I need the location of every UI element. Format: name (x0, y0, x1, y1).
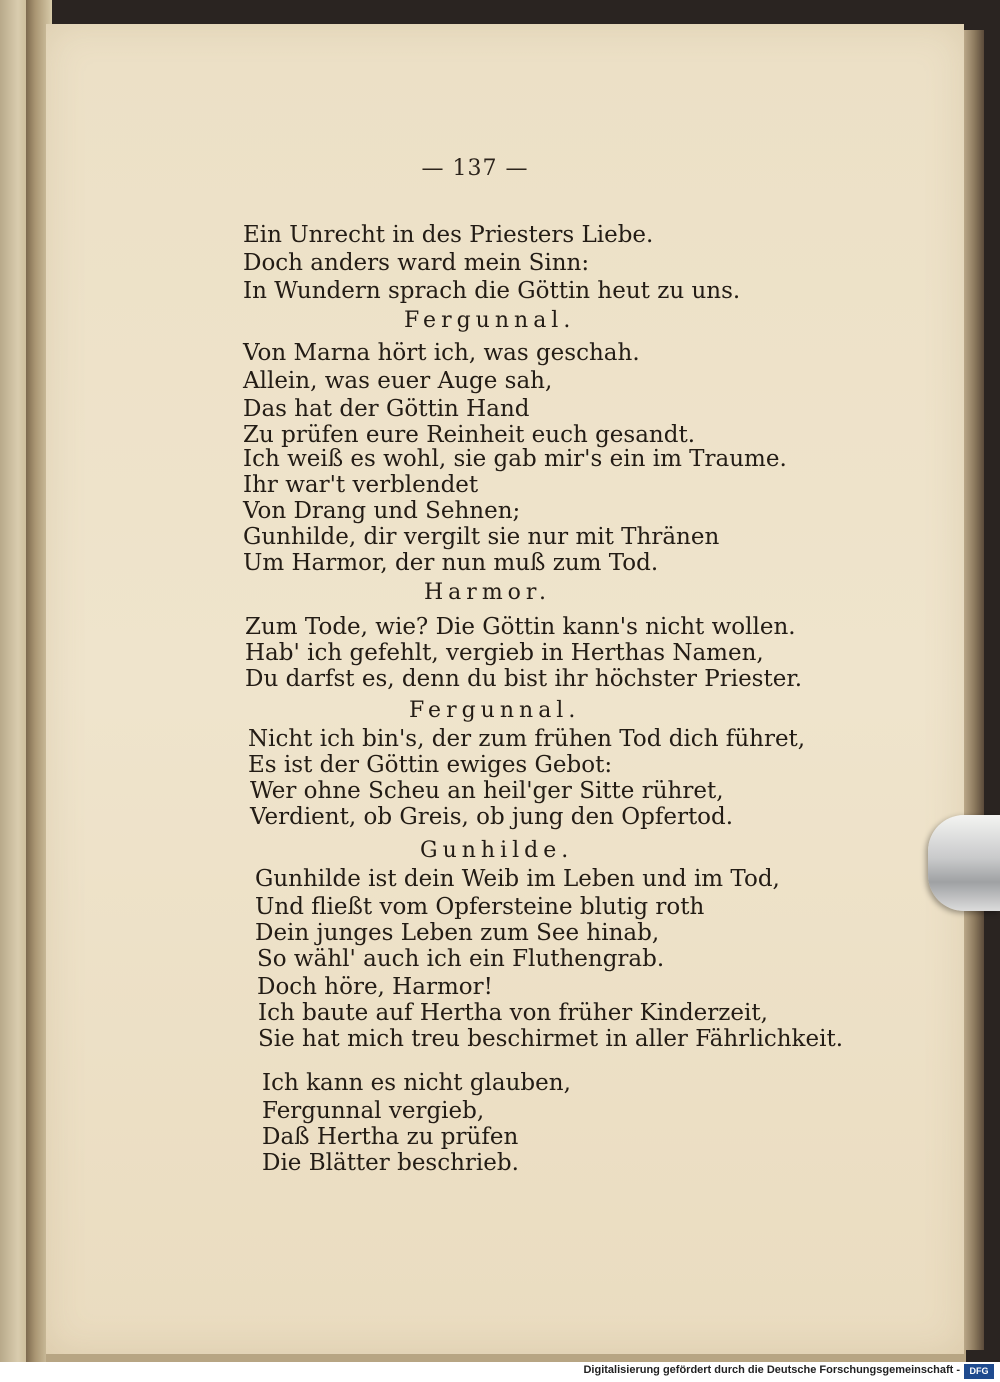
verse-line: Von Marna hört ich, was geschah. (243, 340, 640, 366)
verse-line: Wer ohne Scheu an heil'ger Sitte rühret, (250, 778, 724, 804)
verse-line: Von Drang und Sehnen; (243, 498, 521, 524)
page-number: — 137 — (421, 156, 529, 181)
verse-line: In Wundern sprach die Göttin heut zu uns. (243, 278, 741, 304)
verse-line: Und fließt vom Opfersteine blutig roth (255, 894, 705, 920)
verse-line: Sie hat mich treu beschirmet in aller Fährlichkeit. (258, 1026, 844, 1052)
verse-line: Nicht ich bin's, der zum frühen Tod dich führet, (248, 726, 806, 752)
verse-line: Zum Tode, wie? Die Göttin kann's nicht wollen. (245, 614, 796, 640)
dfg-logo: DFG (964, 1364, 994, 1379)
funding-credit: Digitalisierung gefördert durch die Deutsche Forschungsgemeinschaft - (583, 1364, 960, 1376)
speaker-name: Fergunnal. (404, 308, 576, 333)
verse-line: Doch anders ward mein Sinn: (243, 250, 590, 276)
verse-line: Ein Unrecht in des Priesters Liebe. (243, 222, 654, 248)
verse-line: Ich kann es nicht glauben, (262, 1070, 571, 1096)
speaker-name: Fergunnal. (409, 698, 581, 723)
speaker-name: Harmor. (424, 580, 552, 605)
verse-line: Ich weiß es wohl, sie gab mir's ein im Traume. (243, 446, 787, 472)
speaker-name: Gunhilde. (420, 838, 574, 863)
verse-line: Du darfst es, denn du bist ihr höchster Priester. (245, 666, 803, 692)
verse-line: Das hat der Göttin Hand (243, 396, 530, 422)
verse-line: Fergunnal vergieb, (262, 1098, 485, 1124)
verse-line: Allein, was euer Auge sah, (243, 368, 553, 394)
verse-line: Doch höre, Harmor! (257, 974, 493, 1000)
verse-line: So wähl' auch ich ein Fluthengrab. (257, 946, 665, 972)
verse-line: Hab' ich gefehlt, vergieb in Herthas Namen, (245, 640, 764, 666)
verse-line: Verdient, ob Greis, ob jung den Opfertod. (250, 804, 734, 830)
verse-line: Gunhilde, dir vergilt sie nur mit Thränen (243, 524, 720, 550)
verse-line: Die Blätter beschrieb. (262, 1150, 519, 1176)
verse-line: Ich baute auf Hertha von früher Kinderzeit, (258, 1000, 768, 1026)
verse-line: Ihr war't verblendet (243, 472, 479, 498)
verse-line: Um Harmor, der nun muß zum Tod. (243, 550, 659, 576)
verse-line: Gunhilde ist dein Weib im Leben und im Tod, (255, 866, 780, 892)
verse-line: Daß Hertha zu prüfen (262, 1124, 519, 1150)
verse-line: Es ist der Göttin ewiges Gebot: (248, 752, 613, 778)
verse-line: Zu prüfen eure Reinheit euch gesandt. (243, 422, 696, 448)
page-clip (928, 815, 1000, 911)
verse-line: Dein junges Leben zum See hinab, (255, 920, 660, 946)
